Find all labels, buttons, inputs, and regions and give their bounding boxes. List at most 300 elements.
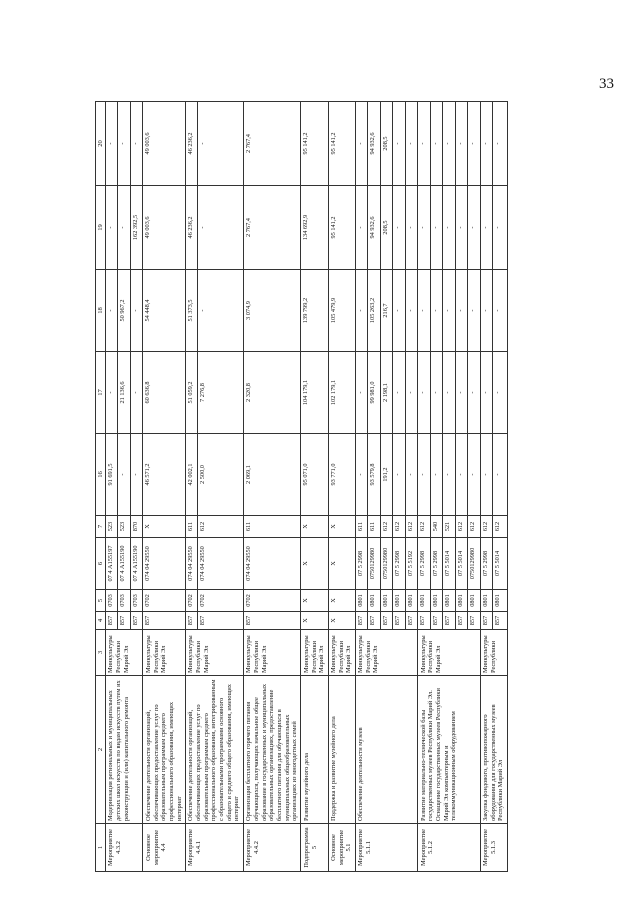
col-18-amount: [480, 270, 507, 352]
amount-value: -: [406, 142, 414, 145]
amount-value: 104 179,1: [302, 379, 310, 406]
amount-value: -: [443, 186, 456, 269]
col-18-amount: [143, 270, 185, 352]
amount-value: -: [418, 270, 430, 351]
amount-value: 51 373,5: [186, 270, 198, 351]
col-grbs-value: 857: [393, 612, 406, 629]
amount-value: 46 236,2: [186, 186, 198, 269]
amount-value: -: [430, 102, 443, 185]
amount-value: -: [131, 391, 139, 394]
amount-value: 42 002,1: [186, 434, 198, 515]
amount-value: -: [418, 186, 430, 269]
col-section-value: 0801: [418, 590, 430, 611]
column-header-16: 16: [96, 434, 106, 516]
col-17-amount: [355, 352, 418, 434]
amount-value: 21 136,6: [118, 352, 131, 433]
amount-value: 46 571,2: [144, 463, 152, 486]
col-target-value: 07 5 5192: [406, 550, 414, 577]
row-code: Мероприятие 5.1.3: [480, 824, 507, 872]
amount-value: -: [455, 102, 468, 185]
col-19-amount: [480, 186, 507, 270]
col-19-amount: [143, 186, 185, 270]
table-body: [105, 102, 507, 872]
amount-value: 102 179,1: [329, 379, 337, 406]
amount-value: -: [455, 270, 468, 351]
table-row: [143, 102, 185, 872]
amount-value: -: [430, 352, 443, 433]
col-grbs-value: 857: [455, 612, 468, 629]
column-header-6: 6: [96, 538, 106, 590]
col-grbs: [143, 612, 185, 630]
amount-value: 95 071,0: [302, 463, 310, 486]
col-type-value: X: [302, 524, 310, 529]
col-target-value: 07 5 5014: [443, 538, 456, 589]
col-grbs-value: 857: [106, 612, 118, 629]
amount-value: -: [131, 142, 139, 145]
amount-value: -: [481, 102, 493, 185]
column-header-3: 3: [96, 630, 106, 676]
amount-value: -: [469, 142, 477, 145]
col-type-value: X: [329, 524, 337, 529]
col-grbs-value: 857: [380, 612, 393, 629]
col-type: [301, 516, 328, 538]
amount-value: -: [494, 309, 502, 312]
col-target: [355, 538, 418, 590]
col-17-amount: [328, 352, 355, 434]
col-section-value: 0801: [356, 590, 368, 611]
amount-value: -: [106, 186, 118, 269]
amount-value: -: [455, 352, 468, 433]
col-grbs-value: 857: [481, 612, 493, 629]
col-type-value: 612: [455, 516, 468, 537]
col-18-amount: [355, 270, 418, 352]
column-header-19: 19: [96, 186, 106, 270]
amount-value: -: [481, 352, 493, 433]
amount-value: -: [469, 473, 477, 476]
col-section-value: 0801: [430, 590, 443, 611]
amount-value: -: [118, 434, 131, 515]
col-16-amount: [105, 434, 143, 516]
col-grbs: [480, 612, 507, 630]
col-section-value: 0801: [406, 594, 414, 607]
rotated-table-container: [95, 102, 625, 872]
col-section-value: 0703: [118, 590, 131, 611]
amount-value: 7 276,8: [199, 383, 207, 402]
col-grbs: [301, 612, 328, 630]
table-row: [355, 102, 418, 872]
row-code: Мероприятие 4.4.1: [185, 824, 243, 872]
col-grbs-value: 857: [443, 612, 456, 629]
header-row: [96, 102, 106, 872]
col-type-value: 612: [406, 521, 414, 532]
amount-value: -: [418, 434, 430, 515]
col-18-amount: [328, 270, 355, 352]
col-19-amount: [185, 186, 243, 270]
col-type-value: 612: [393, 516, 406, 537]
col-target-value: 074 04 29550: [186, 538, 198, 589]
col-type-value: 523: [118, 516, 131, 537]
row-executor: Минкультуры Республики Марий Эл: [418, 630, 481, 676]
col-target-value: 07 4 А155190: [118, 538, 131, 589]
col-section-value: 0801: [455, 590, 468, 611]
col-target-value: 0750129980: [368, 538, 381, 589]
col-20-amount: [143, 102, 185, 186]
amount-value: -: [481, 186, 493, 269]
row-code: Мероприятие 5.1.1: [355, 824, 418, 872]
column-header-1: 1: [96, 824, 106, 872]
amount-value: 95 141,2: [302, 132, 310, 155]
col-17-amount: [143, 352, 185, 434]
amount-value: -: [443, 434, 456, 515]
amount-value: 49 003,6: [144, 132, 152, 155]
col-section: [418, 590, 481, 612]
col-target: [105, 538, 143, 590]
column-header-20: 20: [96, 102, 106, 186]
row-executor: Минкультуры Республики Марий Эл: [105, 630, 143, 676]
col-section: [143, 590, 185, 612]
amount-value: 208,5: [380, 102, 393, 185]
col-type-value: 611: [356, 516, 368, 537]
col-18-amount: [185, 270, 243, 352]
col-target: [328, 538, 355, 590]
col-16-amount: [185, 434, 243, 516]
row-name: Поддержка и развитие музейного дела: [328, 676, 355, 824]
amount-value: -: [469, 391, 477, 394]
col-type-value: 523: [106, 516, 118, 537]
amount-value: -: [199, 226, 207, 229]
col-grbs-value: 857: [199, 615, 207, 626]
col-20-amount: [355, 102, 418, 186]
row-name: Развитие музейного дела: [301, 676, 328, 824]
col-grbs-value: 857: [356, 612, 368, 629]
row-name: Обеспечение деятельности организаций, обеспечивающих предоставление услуг по образовательным программам среднего профессионального образования, имеющих интернат: [143, 676, 185, 824]
column-header-2: 2: [96, 676, 106, 824]
amount-value: 2 198,1: [380, 352, 393, 433]
row-executor: Минкультуры Республики: [480, 630, 507, 676]
amount-value: -: [106, 102, 118, 185]
row-name: Обеспечение деятельности организаций, обеспечивающих предоставление услуг по образовательным программам среднего профессионального образования, интегрированным с образовательными программами основного общего и среднего общего образования, имеющих интернат: [185, 676, 243, 824]
col-target-value: 07 4 А155197: [106, 538, 118, 589]
amount-value: 216,7: [380, 270, 393, 351]
col-20-amount: [105, 102, 143, 186]
amount-value: 46 236,2: [186, 102, 198, 185]
amount-value: -: [418, 102, 430, 185]
row-code: Основное мероприятие 4.4: [143, 824, 185, 872]
amount-value: 93 579,8: [368, 434, 381, 515]
amount-value: -: [356, 434, 368, 515]
amount-value: -: [356, 102, 368, 185]
col-target-value: X: [302, 561, 310, 566]
col-grbs-value: 857: [406, 615, 414, 626]
row-code: Мероприятие 4.4.2: [243, 824, 301, 872]
amount-value: 49 003,6: [144, 216, 152, 239]
amount-value: -: [118, 102, 131, 185]
col-17-amount: [480, 352, 507, 434]
row-name: Модернизация региональных и муниципальных детских школ искусств по видам искусств путем их реконструкции и (или) капитального ремонта: [105, 676, 143, 824]
amount-value: 2 500,0: [199, 465, 207, 484]
col-type-value: 612: [481, 516, 493, 537]
col-type-value: 521: [443, 516, 456, 537]
col-type: [185, 516, 243, 538]
col-section-value: 0801: [393, 590, 406, 611]
amount-value: 50 967,2: [118, 270, 131, 351]
col-target-value: 074 04 29550: [244, 546, 252, 581]
amount-value: -: [469, 309, 477, 312]
col-section-value: 0702: [186, 590, 198, 611]
amount-value: 94 932,6: [368, 186, 381, 269]
column-header-7: 7: [96, 516, 106, 538]
amount-value: -: [393, 352, 406, 433]
row-executor: Минкультуры Республики Марий Эл: [355, 630, 418, 676]
col-grbs-value: 857: [244, 615, 252, 626]
col-section: [105, 590, 143, 612]
col-section-value: 0702: [199, 594, 207, 607]
col-type: [143, 516, 185, 538]
col-target-value: 0750129980: [380, 538, 393, 589]
col-type: [243, 516, 301, 538]
col-target: [418, 538, 481, 590]
amount-value: -: [443, 270, 456, 351]
col-section: [480, 590, 507, 612]
col-grbs: [185, 612, 243, 630]
col-section-value: 0801: [481, 590, 493, 611]
table-row: [480, 102, 507, 872]
col-18-amount: [418, 270, 481, 352]
col-target-value: 074 04 29550: [144, 546, 152, 581]
amount-value: 99 981,0: [368, 352, 381, 433]
row-executor: Минкультуры Республики Марий Эл: [185, 630, 243, 676]
row-name: Закупка фондового, противопожарного оборудования для государственных музеев Республики Марий Эл: [480, 676, 507, 824]
amount-value: -: [106, 352, 118, 433]
col-type-value: 612: [199, 521, 207, 532]
amount-value: 94 932,6: [368, 102, 381, 185]
col-20-amount: [301, 102, 328, 186]
col-17-amount: [185, 352, 243, 434]
col-target: [243, 538, 301, 590]
col-grbs: [355, 612, 418, 630]
row-code: Основное мероприятие 5.1: [328, 824, 355, 872]
col-target-value: 07 5 5014: [494, 550, 502, 577]
amount-value: -: [393, 434, 406, 515]
amount-value: -: [356, 186, 368, 269]
row-name: Организация бесплатного горячего питания обучающихся, получающих начальное общее образование в государственных и муниципальных образовательных организациях, предоставление бесплатного питания для обучающихся в муниципальных общеобразовательных организациях из многодетных семей: [243, 676, 301, 824]
col-type: [355, 516, 418, 538]
amount-value: -: [131, 309, 139, 312]
amount-value: -: [494, 226, 502, 229]
col-19-amount: [418, 186, 481, 270]
col-grbs: [243, 612, 301, 630]
amount-value: -: [199, 142, 207, 145]
col-grbs-value: 857: [186, 612, 198, 629]
amount-value: -: [106, 270, 118, 351]
col-grbs-value: 857: [430, 612, 443, 629]
amount-value: -: [430, 270, 443, 351]
col-grbs-value: 857: [368, 612, 381, 629]
amount-value: -: [406, 226, 414, 229]
col-16-amount: [143, 434, 185, 516]
col-type-value: X: [144, 524, 152, 529]
col-19-amount: [328, 186, 355, 270]
amount-value: -: [393, 102, 406, 185]
budget-table: [95, 101, 508, 872]
col-type: [480, 516, 507, 538]
amount-value: 2 767,4: [244, 218, 252, 237]
row-code: Подпрограмма 5: [301, 824, 328, 872]
col-grbs-value: X: [329, 618, 337, 623]
col-20-amount: [185, 102, 243, 186]
amount-value: 60 636,8: [144, 381, 152, 404]
col-target-value: 07 5 2998: [430, 538, 443, 589]
col-type-value: 612: [418, 516, 430, 537]
column-header-4: 4: [96, 612, 106, 630]
col-section-value: 0801: [380, 590, 393, 611]
col-section-value: X: [302, 598, 310, 603]
row-executor: Минкультуры Республики Марий Эл: [301, 630, 328, 676]
table-row: [185, 102, 243, 872]
col-type: [328, 516, 355, 538]
amount-value: -: [494, 473, 502, 476]
col-grbs: [328, 612, 355, 630]
col-18-amount: [243, 270, 301, 352]
col-section-value: 0703: [131, 594, 139, 607]
col-target-value: X: [329, 561, 337, 566]
amount-value: -: [131, 473, 139, 476]
col-section-value: 0801: [368, 590, 381, 611]
amount-value: -: [494, 391, 502, 394]
amount-value: -: [356, 270, 368, 351]
col-type-value: 612: [494, 521, 502, 532]
col-20-amount: [480, 102, 507, 186]
amount-value: 2 320,8: [244, 383, 252, 402]
column-header-17: 17: [96, 352, 106, 434]
amount-value: -: [455, 186, 468, 269]
row-executor: Минкультуры Республики Марий Эл: [328, 630, 355, 676]
amount-value: -: [443, 102, 456, 185]
col-16-amount: [243, 434, 301, 516]
col-20-amount: [328, 102, 355, 186]
row-executor: Минкультуры Республики Марий Эл: [243, 630, 301, 676]
row-executor: Минкультуры Республики Марий Эл: [143, 630, 185, 676]
col-grbs-value: X: [302, 618, 310, 623]
amount-value: -: [455, 434, 468, 515]
col-target-value: 074 04 29550: [199, 546, 207, 581]
col-17-amount: [243, 352, 301, 434]
amount-value: 2 767,4: [244, 134, 252, 153]
amount-value: -: [393, 186, 406, 269]
col-17-amount: [105, 352, 143, 434]
col-target-value: 07 5 2998: [393, 538, 406, 589]
amount-value: -: [356, 352, 368, 433]
row-name: Обеспечение деятельности музеев: [355, 676, 418, 824]
col-19-amount: [243, 186, 301, 270]
amount-value: 134 692,9: [302, 214, 310, 241]
row-name: Развитие материально-технической базы государственных музеев Республики Марий Эл. Оснащение государственных музеев Республики Марий Эл компьютерным и телекоммуникационным оборудованием: [418, 676, 481, 824]
amount-value: 2 069,1: [244, 465, 252, 484]
col-section-value: 0703: [106, 590, 118, 611]
col-20-amount: [418, 102, 481, 186]
column-header-18: 18: [96, 270, 106, 352]
col-section-value: 0801: [494, 594, 502, 607]
col-16-amount: [328, 434, 355, 516]
amount-value: 51 059,2: [186, 352, 198, 433]
amount-value: -: [481, 434, 493, 515]
col-20-amount: [243, 102, 301, 186]
amount-value: 105 479,9: [329, 297, 337, 324]
table-row: [328, 102, 355, 872]
amount-value: 162 392,5: [131, 214, 139, 241]
row-code: Мероприятие 4.3.2: [105, 824, 143, 872]
col-section: [355, 590, 418, 612]
amount-value: -: [469, 226, 477, 229]
amount-value: 91 691,5: [106, 434, 118, 515]
col-target-value: 07 5 2998: [481, 538, 493, 589]
amount-value: -: [406, 473, 414, 476]
col-type-value: 870: [131, 521, 139, 532]
col-18-amount: [105, 270, 143, 352]
amount-value: 54 448,4: [144, 299, 152, 322]
col-type: [105, 516, 143, 538]
amount-value: 105 263,2: [368, 270, 381, 351]
amount-value: -: [494, 142, 502, 145]
amount-value: -: [481, 270, 493, 351]
amount-value: 95 141,2: [329, 216, 337, 239]
col-section-value: 0801: [443, 590, 456, 611]
col-target-value: 07 5 2998: [356, 538, 368, 589]
amount-value: -: [406, 391, 414, 394]
col-target: [301, 538, 328, 590]
col-19-amount: [105, 186, 143, 270]
amount-value: -: [406, 309, 414, 312]
table-row: [243, 102, 301, 872]
col-grbs: [105, 612, 143, 630]
col-section: [301, 590, 328, 612]
column-header-5: 5: [96, 590, 106, 612]
amount-value: -: [199, 309, 207, 312]
amount-value: -: [393, 270, 406, 351]
col-target-value: 07 4 А155190: [131, 545, 139, 582]
col-17-amount: [418, 352, 481, 434]
col-18-amount: [301, 270, 328, 352]
col-grbs-value: 857: [144, 615, 152, 626]
col-16-amount: [418, 434, 481, 516]
col-section-value: X: [329, 598, 337, 603]
col-16-amount: [301, 434, 328, 516]
col-type-value: 611: [368, 516, 381, 537]
page-number: 33: [599, 76, 614, 92]
amount-value: -: [430, 186, 443, 269]
amount-value: 208,5: [380, 186, 393, 269]
col-grbs-value: 857: [418, 612, 430, 629]
col-grbs-value: 857: [131, 615, 139, 626]
col-target-value: 07 5 5014: [455, 538, 468, 589]
col-19-amount: [301, 186, 328, 270]
col-section-value: 0702: [244, 594, 252, 607]
table-row: [105, 102, 143, 872]
col-target: [143, 538, 185, 590]
col-section: [328, 590, 355, 612]
col-section-value: 0702: [144, 594, 152, 607]
col-target-value: 07 5 2998: [418, 538, 430, 589]
col-section-value: 0801: [469, 594, 477, 607]
col-type: [418, 516, 481, 538]
col-section: [243, 590, 301, 612]
amount-value: -: [118, 186, 131, 269]
col-grbs-value: 857: [494, 615, 502, 626]
amount-value: 93 771,0: [329, 463, 337, 486]
col-grbs-value: 857: [469, 615, 477, 626]
col-type-value: 612: [469, 521, 477, 532]
col-16-amount: [480, 434, 507, 516]
